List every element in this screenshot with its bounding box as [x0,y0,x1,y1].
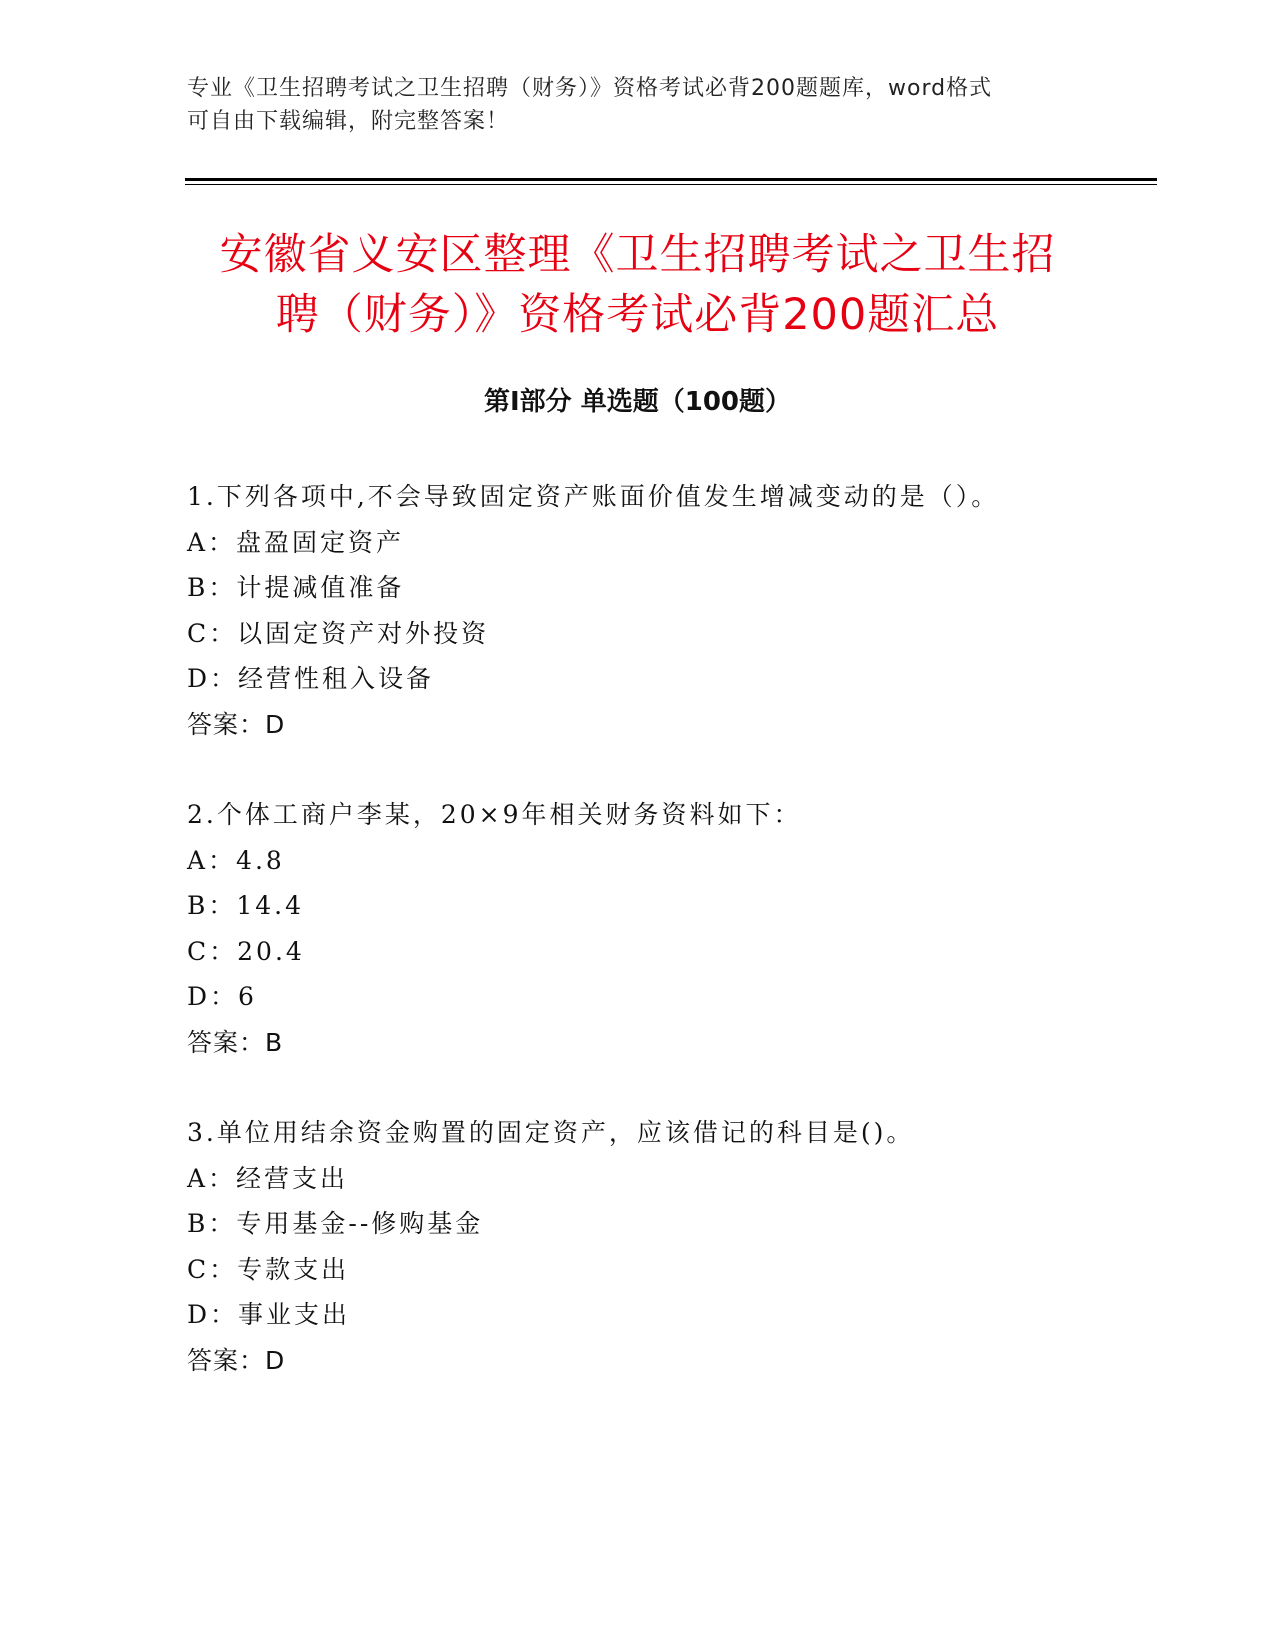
option-a: A：经营支出 [187,1163,349,1193]
document-title [160,225,1115,345]
answer: 答案：D [187,1345,286,1375]
answer: 答案：D [187,709,286,739]
option-d: D：经营性租入设备 [187,664,435,693]
option-b: B：专用基金--修购基金 [187,1209,484,1238]
document-title-line-2: 聘（财务）》资格考试必背200题汇总 [275,290,1000,340]
option-d: D：6 [187,982,257,1011]
question-text: 2.个体工商户李某，20×9年相关财务资料如下： [187,800,802,829]
question-text: 1.下列各项中,不会导致固定资产账面价值发生增减变动的是（）。 [187,482,1000,511]
option-c: C：以固定资产对外投资 [187,618,490,648]
header-divider-thin [185,184,1157,185]
question-1 [187,474,1147,747]
header-note-line-2: 可自由下载编辑，附完整答案！ [187,109,510,134]
option-b: B：计提减值准备 [187,573,405,602]
header-divider-thick [185,178,1157,181]
option-c: C：20.4 [187,936,305,966]
question-text: 3.单位用结余资金购置的固定资产，应该借记的科目是()。 [187,1118,915,1147]
document-title-line-1: 安徽省义安区整理《卫生招聘考试之卫生招 [219,230,1056,280]
option-c: C：专款支出 [187,1254,350,1284]
header-note-line-1: 专业《卫生招聘考试之卫生招聘（财务）》资格考试必背200题题库，word格式 [187,76,993,101]
section-title: 第Ⅰ部分 单选题（100题） [484,387,791,417]
option-a: A：4.8 [187,845,285,875]
question-3 [187,1110,1147,1383]
option-a: A：盘盈固定资产 [187,527,405,557]
question-2 [187,792,1147,1065]
option-d: D：事业支出 [187,1300,351,1329]
header-note [187,72,1087,138]
option-b: B：14.4 [187,891,305,920]
answer: 答案：B [187,1027,284,1057]
